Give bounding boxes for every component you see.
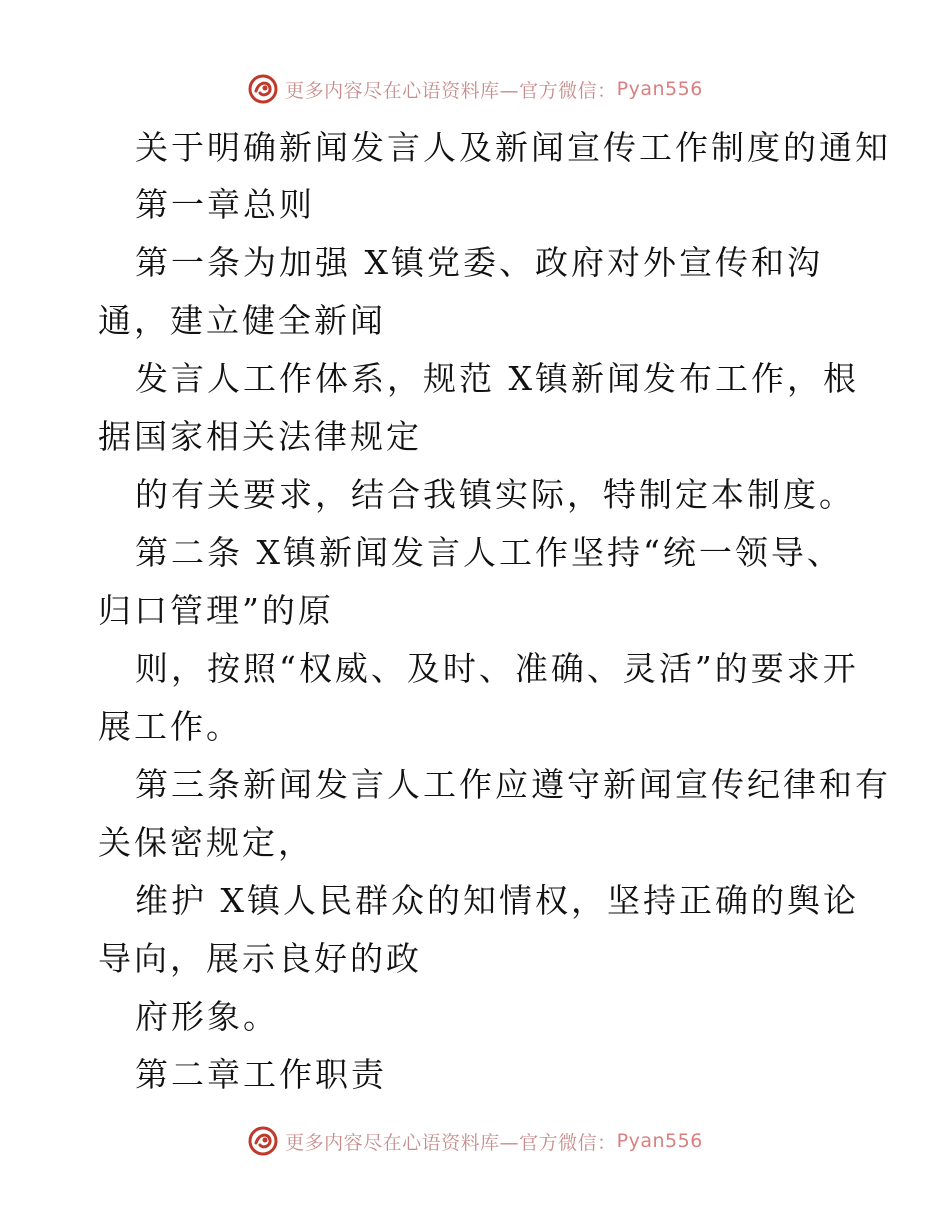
paragraph-line: 发言人工作体系，规范 X镇新闻发布工作，根 bbox=[135, 359, 859, 398]
watermark-text: 更多内容尽在心语资料库—官方微信： bbox=[285, 1131, 617, 1154]
paragraph-line: 导向，展示良好的政 bbox=[98, 939, 422, 978]
red-swirl-logo-icon bbox=[247, 1125, 279, 1157]
watermark-footer bbox=[0, 1124, 950, 1158]
watermark-wechat-id: Pyan556 bbox=[616, 78, 703, 100]
chapter-heading: 第一章总则 bbox=[135, 185, 315, 224]
paragraph-line: 第一条为加强 X镇党委、政府对外宣传和沟 bbox=[135, 243, 823, 282]
paragraph-line: 据国家相关法律规定 bbox=[98, 417, 422, 456]
paragraph-line: 第三条新闻发言人工作应遵守新闻宣传纪律和有 bbox=[135, 765, 891, 804]
paragraph-line: 归口管理”的原 bbox=[98, 591, 334, 630]
document-title: 关于明确新闻发言人及新闻宣传工作制度的通知 bbox=[135, 128, 891, 167]
paragraph-line: 展工作。 bbox=[98, 707, 242, 746]
paragraph-line: 关保密规定， bbox=[98, 823, 314, 862]
paragraph-line: 维护 X镇人民群众的知情权，坚持正确的舆论 bbox=[135, 881, 859, 920]
paragraph-line: 通，建立健全新闻 bbox=[98, 301, 386, 340]
paragraph-line: 的有关要求，结合我镇实际，特制定本制度。 bbox=[135, 475, 855, 514]
watermark-wechat-id: Pyan556 bbox=[616, 1130, 703, 1152]
paragraph-line: 则，按照“权威、及时、准确、灵活”的要求开 bbox=[135, 649, 859, 688]
watermark-text: 更多内容尽在心语资料库—官方微信： bbox=[285, 79, 617, 102]
paragraph-line: 府形象。 bbox=[135, 997, 279, 1036]
chapter-heading: 第二章工作职责 bbox=[135, 1055, 387, 1094]
paragraph-line: 第二条 X镇新闻发言人工作坚持“统一领导、 bbox=[135, 533, 843, 572]
